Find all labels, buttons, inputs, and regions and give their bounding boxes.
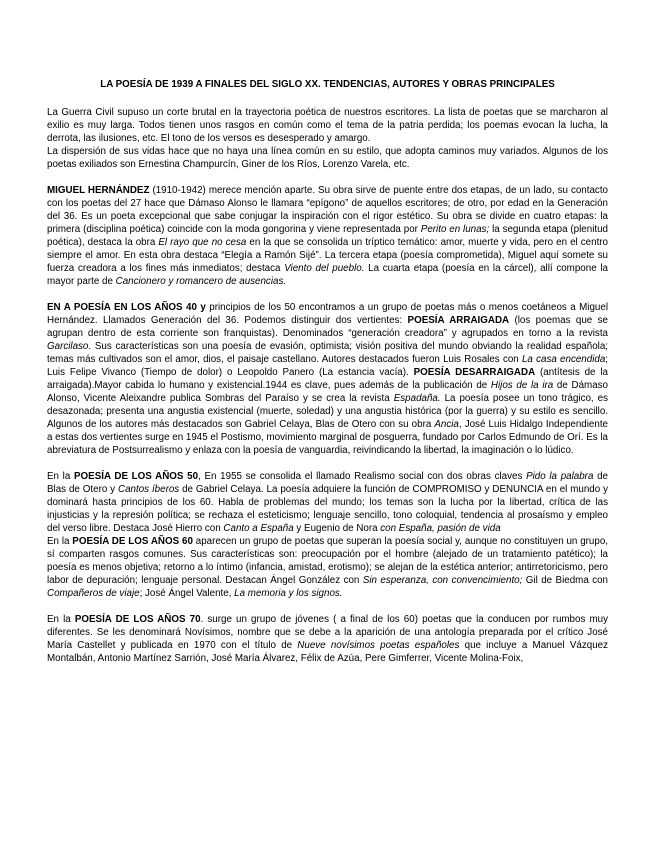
paragraph-anos-60: En la POESÍA DE LOS AÑOS 60 aparecen un grupo de poetas que superan la poesía social y, aunque no constituyen un grupo, sí comparten rasgos comunes. Sus características son: preocupación por el hombre (alejado de un tratamiento patético); la poesía es menos objetiva; retorno a lo íntimo (infancia, amistad, erotismo); se alejan de la estética anterior; antirretoricismo, pero labor de depuración; lenguaje personal. Destacan Ángel González con Sin esperanza, con convencimiento; Gil de Biedma con Compañeros de viaje; José Ángel Valente, La memoria y los signos. [47,536,608,599]
paragraph-anos-40: EN A POESÍA EN LOS AÑOS 40 y principios de los 50 encontramos a un grupo de poetas más o menos coetáneos a Miguel Hernández. Llamados Generación del 36. Podemos distinguir dos vertientes: POESÍA ARRAIGADA (los poemas que se agrupan dentro de esta corriente son franquistas). Denominados “generación creadora” y agrupados en torno a la revista Garcilaso. Sus características son una poesía de evasión, optimista; visión positiva del mundo obviando la realidad española; temas más cultivados son el amor, dios, el paisaje castellano. Autores destacados fueron Luis Rosales con La casa encendida; Luis Felipe Vivanco (Tiempo de dolor) o Leopoldo Panero (La estancia vacía). POESÍA DESARRAIGADA (antítesis de la arraigada).Mayor cabida lo humano y existencial.1944 es clave, pues además de la publicación de Hijos de la ira de Dámaso Alonso, Vicente Aleixandre publica Sombras del Paraíso y se crea la revista Espadaña. La poesía posee un tono trágico, es desazonada; presenta una angustia existencial (muerte, soledad) y una angustia histórica (por la guerra) y su estilo es sencillo. Algunos de los autores más destacados son Gabriel Celaya, Blas de Otero con su obra Ancia, José Luis Hidalgo Independiente a estas dos vertientes surge en 1945 el Postismo, movimiento marginal de posguerra, fundado por Carlos Edmundo de Orí. Es la abreviatura de Postsurrealismo y enlaza con la poesía de vanguardia, reivindicando la libertad, la imaginación o lo lúdico. [47,302,609,456]
paragraph-exile-dispersion: La dispersión de sus vidas hace que no haya una línea común en su estilo, que adopta caminos muy variados. Algunos de los poetas exiliados son Ernestina Champurcín, Giner de los Ríos, Lorenzo Varela, etc. [47,146,608,170]
document-body [47,78,608,665]
paragraph-exile: La Guerra Civil supuso un corte brutal en la trayectoria poética de nuestros escritores. La lista de poetas que se marcharon al exilio es muy larga. Todos tienen unos rasgos en común como el tema de la patria perdida; los poemas evocan la lucha, la derrota, las ilusiones, etc. El tono de los versos es desesperado y amargo. [47,107,608,144]
paragraph-anos-50: En la POESÍA DE LOS AÑOS 50, En 1955 se consolida el llamado Realismo social con dos obras claves Pido la palabra de Blas de Otero y Cantos íberos de Gabriel Celaya. La poesía adquiere la función de COMPROMISO y DENUNCIA en el mundo y dominará hasta principios de los 60. Habla de problemas del mundo; los temas son la lucha por la libertad, crítica de las injusticias y la represión política; se rechaza el esteticismo; lenguaje sencillo, tono coloquial, tendencia al prosaísmo y empleo del verso libre. Destaca José Hierro con Canto a España y Eugenio de Nora con España, pasión de vida [47,471,609,534]
paragraph-miguel-hernandez: MIGUEL HERNÁNDEZ (1910-1942) merece mención aparte. Su obra sirve de puente entre dos etapas, de un lado, su contacto con los poetas del 27 hace que Dámaso Alonso le llamara “epígono” de aquellos escritores; de otro, por edad en la Generación del 36. Es un poeta excepcional que sabe conjugar la inspiración con el rigor estético. Su obra se divide en cuatro etapas: la primera (disciplina poética) coincide con la moda gongorina y viene representada por Perito en lunas; la segunda etapa (plenitud poética), destaca la obra El rayo que no cesa en la que se consolida un tríptico temático: amor, muerte y vida, pero en el centro siempre el amor. En esta obra destaca “Elegía a Ramón Sijé”. La tercera etapa (poesía comprometida), Miguel aquí somete su fuerza creadora a los fines más inmediatos; destaca Viento del pueblo. La cuarta etapa (poesía en la cárcel), allí compone la mayor parte de Cancionero y romancero de ausencias. [47,185,609,287]
paragraph-anos-70: En la POESÍA DE LOS AÑOS 70. surge un grupo de jóvenes ( a final de los 60) poetas que la conducen por rumbos muy diferentes. Se les denominará Novísimos, nombre que se debe a la aparición de una antología preparada por el crítico José María Castellet y publicada en 1970 con el título de Nueve novísimos poetas españoles que incluye a Manuel Vázquez Montalbán, Antonio Martínez Sarrión, José María Álvarez, Félix de Azúa, Pere Gimferrer, Vicente Molina-Foix, [47,614,608,664]
document-title: LA POESÍA DE 1939 A FINALES DEL SIGLO XX. TENDENCIAS, AUTORES Y OBRAS PRINCIPALES [100,79,555,90]
